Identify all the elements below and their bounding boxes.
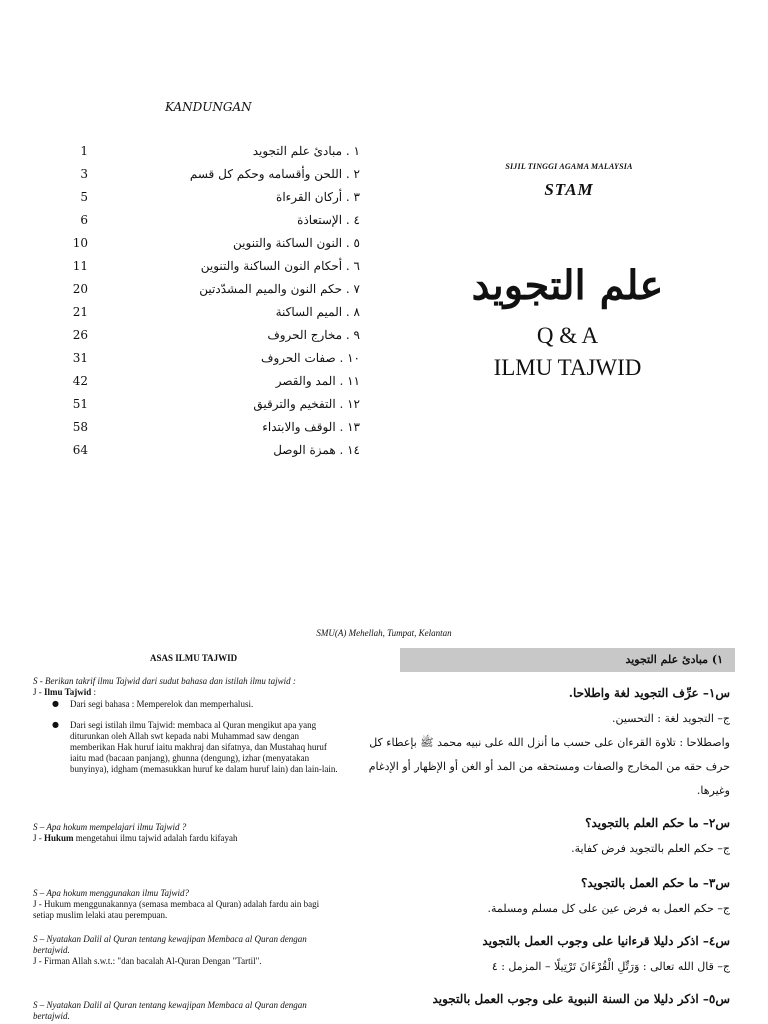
toc-page-number: 58	[72, 420, 88, 434]
answer-3-line-1: J - Hukum menggunakannya (semasa membaca al Quran) adalah fardu ain bagi	[33, 899, 320, 909]
toc-title: ٤ . الإستعاذة	[297, 213, 360, 227]
toc-page-number: 42	[72, 374, 88, 388]
section-header-bar	[400, 648, 735, 672]
toc-row	[60, 213, 360, 233]
arabic-answer-1c: حرف حقه من المخارج والصفات ومستحقه من المد أو الغن أو الإظهار أو الإدغام	[368, 760, 730, 773]
stam-label: STAM	[544, 180, 594, 199]
toc-page-number: 3	[80, 167, 88, 181]
arabic-book-title: علم التجويد	[471, 262, 664, 309]
arabic-question-1: س١– عرِّف التجويد لغة واطلاحا.	[568, 686, 730, 700]
arabic-answer-1d: وغيرها.	[696, 784, 730, 797]
toc-page-number: 1	[80, 144, 88, 158]
toc-page-number: 10	[72, 236, 88, 250]
toc-title: ١٠ . صفات الحروف	[261, 351, 360, 365]
arabic-question-5: س٥– اذكر دليلا من السنة النبوية على وجوب العمل بالتجويد	[432, 992, 730, 1006]
toc-row	[60, 190, 360, 210]
section-heading-right: ١) مبادئ علم التجويد	[625, 653, 723, 666]
toc-row	[60, 397, 360, 417]
toc-title: ٢ . اللحن وأقسامه وحكم كل قسم	[189, 167, 360, 181]
toc-page-number: 51	[72, 397, 88, 411]
bullet-term-line-5: bunyinya), idgham (memasukkan huruf ke dalam huruf lain) dan lain-lain.	[70, 764, 338, 774]
bullet-icon: ●	[52, 720, 59, 729]
toc-row	[60, 167, 360, 187]
toc-page-number: 20	[72, 282, 88, 296]
toc-row	[60, 144, 360, 164]
arabic-answer-4: ج– قال الله تعالى : وَرَتِّلِ الْقُرْءَانَ تَرْتِيلًا – المزمل : ٤	[491, 960, 730, 973]
answer-rest: mengetahui ilmu tajwid adalah fardu kifayah	[73, 833, 238, 843]
toc-row	[60, 328, 360, 348]
bullet-language-definition: Dari segi bahasa : Memperelok dan memperhalusi.	[70, 699, 254, 709]
answer-prefix: J -	[33, 833, 44, 843]
toc-row	[60, 443, 360, 463]
bullet-term-line-4: iaitu mad (bacaan panjang), ghunna (dengung), izhar (menyatakan	[70, 753, 310, 763]
toc-page-number: 31	[72, 351, 88, 365]
answer-rest: :	[91, 687, 97, 697]
question-5-line-1: S – Nyatakan Dalil al Quran tentang kewajipan Membaca al Quran dengan	[33, 1000, 307, 1010]
answer-bold: Ilmu Tajwid	[44, 687, 92, 697]
answer-prefix: J -	[33, 687, 44, 697]
answer-4: J - Firman Allah s.w.t.: "dan bacalah Al-Quran Dengan "Tartil".	[33, 956, 262, 966]
contents-heading: KANDUNGAN	[165, 100, 252, 114]
toc-page-number: 21	[72, 305, 88, 319]
question-4-line-1: S – Nyatakan Dalil al Quran tentang kewajipan Membaca al Quran dengan	[33, 934, 307, 944]
arabic-question-2: س٢– ما حكم العلم بالتجويد؟	[585, 816, 730, 830]
arabic-answer-3: ج– حكم العمل به فرض عين على كل مسلم ومسلمة.	[487, 902, 730, 915]
toc-row	[60, 351, 360, 371]
toc-page-number: 5	[80, 190, 88, 204]
question-4-line-2: bertajwid.	[33, 945, 70, 955]
toc-title: ٧ . حكم النون والميم المشدّدتين	[199, 282, 360, 296]
question-5-line-2: bertajwid.	[33, 1011, 70, 1021]
arabic-answer-2: ج– حكم العلم بالتجويد فرض كفاية.	[571, 842, 730, 855]
answer-bold: Hukum	[44, 833, 74, 843]
toc-title: ٨ . الميم الساكنة	[275, 305, 360, 319]
toc-page-number: 64	[72, 443, 88, 457]
toc-row	[60, 236, 360, 256]
bullet-term-line-1: Dari segi istilah ilmu Tajwid: membaca al Quran mengikut apa yang	[70, 720, 317, 730]
question-2: S – Apa hokum mempelajari ilmu Tajwid ?	[33, 822, 187, 832]
toc-page-number: 26	[72, 328, 88, 342]
toc-row	[60, 305, 360, 325]
arabic-question-3: س٣– ما حكم العمل بالتجويد؟	[581, 876, 730, 890]
toc-title: ١١ . المد والقصر	[275, 374, 360, 388]
certificate-title: SIJIL TINGGI AGAMA MALAYSIA	[505, 162, 633, 171]
answer-1-label	[33, 687, 96, 698]
toc-title: ١ . مبادئ علم التجويد	[252, 144, 360, 158]
bullet-icon: ●	[52, 699, 59, 708]
toc-title: ١٤ . همزة الوصل	[273, 443, 360, 457]
toc-row	[60, 259, 360, 279]
arabic-answer-1b: واصطلاحا : تلاوة القرءان على حسب ما أنزل الله على نبيه محمد ﷺ بإعطاء كل	[369, 736, 730, 749]
bullet-term-line-3: memberikan Hak huruf iaitu makhraj dan sifatnya, dan Mustahaq huruf	[70, 742, 327, 752]
arabic-question-4: س٤– اذكر دليلا قرءانيا على وجوب العمل بالتجويد	[482, 934, 730, 948]
school-footer: SMU(A) Mehellah, Tumpat, Kelantan	[316, 628, 452, 638]
toc-title: ١٣ . الوقف والابتداء	[262, 420, 360, 434]
bullet-term-line-2: diturunkan oleh Allah swt kepada nabi Muhammad saw dengan	[70, 731, 299, 741]
question-3: S – Apa hokum menggunakan ilmu Tajwid?	[33, 888, 190, 898]
answer-3-line-2: setiap muslim lelaki atau perempuan.	[33, 910, 168, 920]
question-1: S - Berikan takrif ilmu Tajwid dari sudut bahasa dan istilah ilmu tajwid :	[33, 676, 296, 686]
qa-label: Q & A	[536, 323, 599, 348]
toc-row	[60, 282, 360, 302]
arabic-answer-1a: ج– التجويد لغة : التحسين.	[611, 712, 730, 725]
answer-2	[33, 833, 237, 844]
toc-title: ٣ . أركان القرءاة	[276, 190, 360, 204]
toc-row	[60, 420, 360, 440]
toc-title: ٩ . مخارج الحروف	[267, 328, 360, 342]
toc-title: ٦ . أحكام النون الساكنة والتنوين	[200, 259, 360, 273]
section-heading-left: ASAS ILMU TAJWID	[150, 653, 238, 663]
toc-page-number: 11	[72, 259, 88, 273]
subject-title: ILMU TAJWID	[493, 355, 642, 380]
toc-title: ٥ . النون الساكنة والتنوين	[233, 236, 360, 250]
toc-row	[60, 374, 360, 394]
toc-page-number: 6	[80, 213, 88, 227]
toc-title: ١٢ . التفخيم والترقيق	[253, 397, 360, 411]
